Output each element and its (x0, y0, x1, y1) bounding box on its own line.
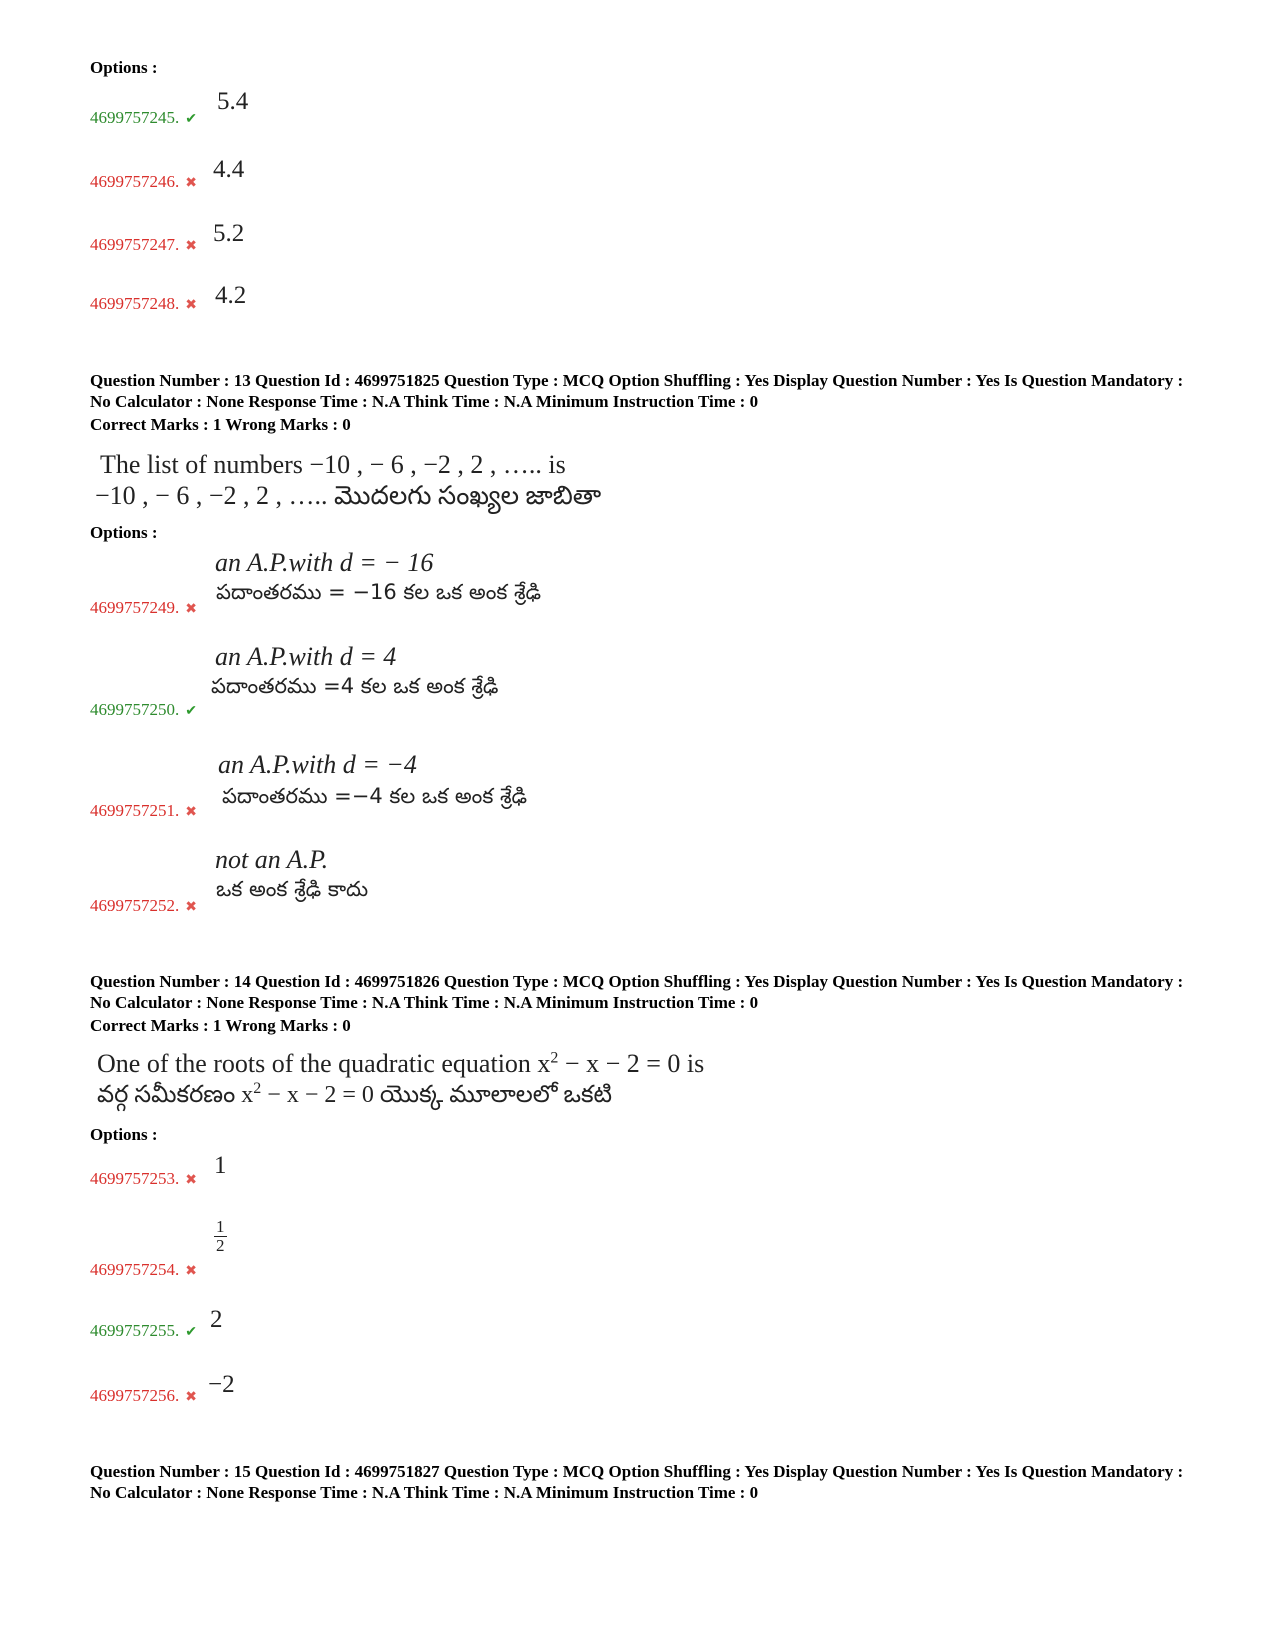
option-value: 1 (214, 1152, 227, 1179)
option-id: 4699757250. ✔ (90, 700, 197, 719)
question-text-english: The list of numbers −10 , − 6 , −2 , 2 , ….. is (100, 450, 566, 479)
option-value: 2 (210, 1306, 223, 1333)
option-value: 5.4 (217, 88, 249, 115)
cross-icon: ✖ (185, 176, 197, 191)
option-id: 4699757254. ✖ (90, 1260, 197, 1279)
question-header: Question Number : 15 Question Id : 4699751827 Question Type : MCQ Option Shuffling : Yes Display Question Number : Yes Is Question Mandatory : No Calculator : None Response Time : N.A Think Time : N.A Minimum Instruction Time : 0 (90, 1462, 1184, 1502)
options-label: Options : (90, 523, 158, 542)
option-value: −2 (208, 1371, 235, 1398)
option-telugu: పదాంతరము =−4 కల ఒక అంక శ్రేఢి (222, 784, 528, 808)
cross-icon: ✖ (185, 1264, 197, 1279)
cross-icon: ✖ (185, 805, 197, 820)
question-header: Question Number : 13 Question Id : 4699751825 Question Type : MCQ Option Shuffling : Yes Display Question Number : Yes Is Question Mandatory : No Calculator : None Response Time : N.A Think Time : N.A Minimum Instruction Time : 0 (90, 371, 1184, 411)
option-math: an A.P.with d = 4 (215, 642, 397, 671)
cross-icon: ✖ (185, 1390, 197, 1405)
check-icon: ✔ (185, 704, 197, 719)
question-header: Question Number : 14 Question Id : 4699751826 Question Type : MCQ Option Shuffling : Yes Display Question Number : Yes Is Question Mandatory : No Calculator : None Response Time : N.A Think Time : N.A Minimum Instruction Time : 0 (90, 972, 1184, 1012)
question-text-english: One of the roots of the quadratic equation $x^2 - x - 2 = 0$ is (97, 1049, 705, 1078)
option-id: 4699757253. ✖ (90, 1169, 197, 1188)
cross-icon: ✖ (185, 239, 197, 254)
cross-icon: ✖ (185, 298, 197, 313)
cross-icon: ✖ (185, 900, 197, 915)
option-math: not an A.P. (215, 845, 329, 874)
question-text-telugu: −10 , − 6 , −2 , 2 , ….. మొదలగు సంఖ్యల జాబితా (95, 481, 602, 510)
option-id: 4699757247. ✖ (90, 235, 197, 254)
options-label: Options : (90, 1125, 158, 1144)
option-value: 4.2 (215, 282, 247, 309)
option-id: 4699757248. ✖ (90, 294, 197, 313)
option-math: an A.P.with d = − 16 (215, 548, 434, 577)
option-telugu: పదాంతరము = −16 కల ఒక అంక శ్రేఢి (216, 580, 542, 604)
option-id: 4699757251. ✖ (90, 801, 197, 820)
option-id: 4699757255. ✔ (90, 1321, 197, 1340)
option-telugu: ఒక అంక శ్రేఢి కాదు (216, 877, 369, 901)
marks-line: Correct Marks : 1 Wrong Marks : 0 (90, 1016, 351, 1035)
cross-icon: ✖ (185, 602, 197, 617)
options-label: Options : (90, 58, 158, 77)
option-id: 4699757246. ✖ (90, 172, 197, 191)
option-id: 4699757245. ✔ (90, 108, 197, 127)
option-id: 4699757249. ✖ (90, 598, 197, 617)
question-text-telugu: వర్గ సమీకరణం $x^2 - x - 2 = 0$ యొక్క మూలాలలో ఒకటి (97, 1080, 613, 1108)
option-math: an A.P.with d = −4 (218, 750, 417, 779)
cross-icon: ✖ (185, 1173, 197, 1188)
option-id: 4699757256. ✖ (90, 1386, 197, 1405)
option-fraction: $\frac{1}{2}$ (216, 1217, 225, 1255)
marks-line: Correct Marks : 1 Wrong Marks : 0 (90, 415, 351, 434)
option-telugu: పదాంతరము =4 కల ఒక అంక శ్రేఢి (211, 674, 499, 698)
option-id: 4699757252. ✖ (90, 896, 197, 915)
option-value: 5.2 (213, 220, 245, 247)
check-icon: ✔ (185, 1325, 197, 1340)
check-icon: ✔ (185, 112, 197, 127)
option-value: 4.4 (213, 156, 245, 183)
